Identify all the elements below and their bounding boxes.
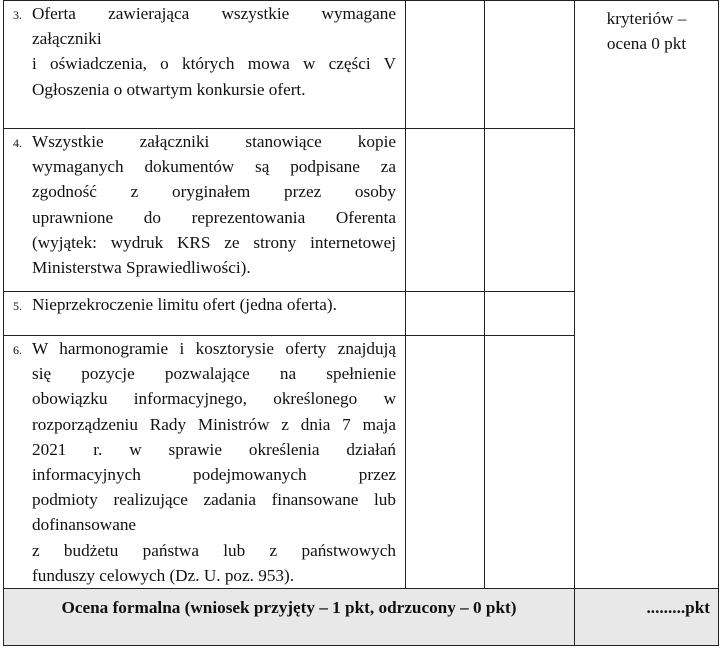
summary-row bbox=[4, 589, 719, 646]
text-line: wymaganych dokumentów są podpisane za bbox=[32, 157, 396, 177]
text-line: uprawnione do reprezentowania Oferenta bbox=[32, 207, 396, 227]
text-line: informacyjnych podejmowanych przez bbox=[32, 465, 396, 485]
text-line: dofinansowane bbox=[32, 515, 137, 535]
text-line: się pozycje pozwalające na spełnienie bbox=[32, 364, 396, 384]
criteria-note-line: kryteriów – bbox=[606, 9, 687, 28]
criterion-cell bbox=[4, 1, 406, 129]
criterion-cell bbox=[4, 292, 406, 336]
text-line: obowiązku informacyjnego, określonego w bbox=[32, 389, 396, 409]
criteria-note-cell bbox=[575, 1, 719, 589]
text-line: zgodność z oryginałem przez osoby bbox=[32, 182, 396, 202]
criterion-text bbox=[32, 129, 396, 280]
criterion-cell bbox=[4, 336, 406, 589]
text-line: W harmonogramie i kosztorysie oferty znajdują bbox=[32, 339, 396, 358]
table-row bbox=[4, 1, 719, 129]
score-cell[interactable] bbox=[485, 292, 575, 336]
text-line: Ogłoszenia o otwartym konkursie ofert. bbox=[32, 79, 306, 99]
score-cell[interactable] bbox=[485, 336, 575, 589]
criterion-cell bbox=[4, 129, 406, 292]
text-line: podmioty realizujące zadania finansowane lub bbox=[32, 490, 396, 510]
formal-assessment-points[interactable]: .........pkt bbox=[575, 589, 719, 646]
text-line: funduszy celowych (Dz. U. poz. 953). bbox=[32, 565, 295, 585]
formal-assessment-label: Ocena formalna (wniosek przyjęty – 1 pkt, odrzucony – 0 pkt) bbox=[4, 589, 575, 646]
score-cell[interactable] bbox=[406, 1, 485, 129]
text-line: 2021 r. w sprawie określenia działań bbox=[32, 439, 396, 459]
criteria-note-line: ocena 0 pkt bbox=[606, 34, 687, 54]
text-line: Ministerstwa Sprawiedliwości). bbox=[32, 258, 251, 278]
score-cell[interactable] bbox=[406, 336, 485, 589]
text-line: (wyjątek: wydruk KRS ze strony internetowej bbox=[32, 232, 396, 252]
row-number: 5. bbox=[13, 299, 22, 313]
score-cell[interactable] bbox=[406, 292, 485, 336]
criterion-text bbox=[32, 1, 396, 102]
text-line: załączniki bbox=[32, 29, 102, 49]
score-cell[interactable] bbox=[406, 129, 485, 292]
text-line: Oferta zawierająca wszystkie wymagane bbox=[32, 4, 396, 23]
score-cell[interactable] bbox=[485, 1, 575, 129]
row-number: 3. bbox=[13, 8, 22, 22]
row-number: 4. bbox=[13, 136, 22, 150]
score-cell[interactable] bbox=[485, 129, 575, 292]
criterion-text bbox=[32, 336, 396, 588]
row-number: 6. bbox=[13, 343, 22, 357]
formal-evaluation-table bbox=[3, 0, 719, 646]
text-line: Nieprzekroczenie limitu ofert (jedna oferta). bbox=[32, 295, 337, 314]
text-line: i oświadczenia, o których mowa w części V bbox=[32, 54, 396, 74]
text-line: z budżetu państwa lub z państwowych bbox=[32, 540, 396, 560]
text-line: Wszystkie załączniki stanowiące kopie bbox=[32, 132, 396, 151]
text-line: rozporządzeniu Rady Ministrów z dnia 7 maja bbox=[32, 414, 396, 434]
criterion-text bbox=[32, 292, 396, 317]
